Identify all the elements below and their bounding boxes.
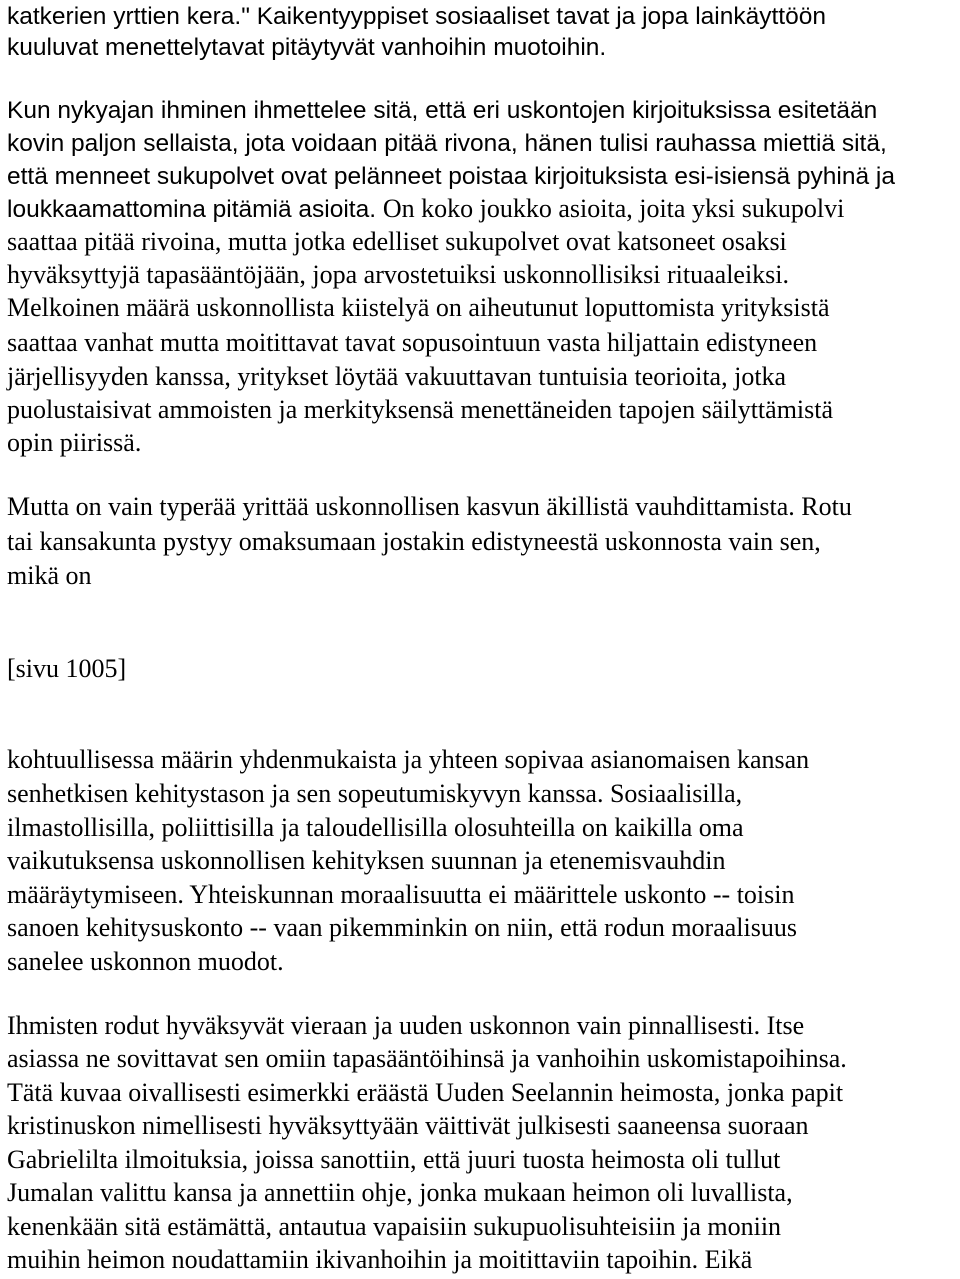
text-line: [7, 844, 726, 877]
text-segment: loukkaamattomina pitämiä asioita.: [7, 196, 383, 223]
text-segment: Mutta on vain typerää yrittää uskonnollisen kasvun äkillistä vauhdittamista. Rotu: [7, 492, 852, 521]
text-line: [7, 1109, 809, 1142]
text-line: [7, 159, 895, 192]
text-line: [7, 30, 606, 63]
text-line: [7, 1076, 843, 1109]
text-line: [7, 426, 141, 459]
text-line: [7, 1176, 793, 1209]
text-segment: katkerien yrttien kera." Kaikentyyppiset sosiaaliset tavat ja jopa lainkäyttöön: [7, 3, 826, 30]
text-line: [7, 93, 877, 126]
text-segment: määräytymiseen. Yhteiskunnan moraalisuutta ei määrittele uskonto -- toisin: [7, 880, 795, 909]
page-number-marker: [7, 652, 126, 685]
text-line: [7, 393, 833, 426]
text-line: [7, 559, 92, 592]
text-segment: Kun nykyajan ihminen ihmettelee sitä, että eri uskontojen kirjoituksissa esitetään: [7, 97, 878, 124]
text-segment: kohtuullisessa määrin yhdenmukaista ja yhteen sopivaa asianomaisen kansan: [7, 745, 810, 774]
text-segment: sanelee uskonnon muodot.: [7, 947, 284, 976]
text-segment: että menneet sukupolvet ovat pelänneet poistaa kirjoituksista esi-isiensä pyhinä ja: [7, 163, 895, 190]
text-segment: Tätä kuvaa oivallisesti esimerkki eräästä Uuden Seelannin heimosta, jonka papit: [7, 1078, 844, 1107]
text-segment: tai kansakunta pystyy omaksumaan jostakin edistyneestä uskonnosta vain sen,: [7, 527, 821, 556]
text-segment: opin piirissä.: [7, 428, 142, 457]
text-line: [7, 911, 797, 944]
text-segment: mikä on: [7, 561, 92, 590]
text-segment: kuuluvat menettelytavat pitäytyvät vanhoihin muotoihin.: [7, 34, 607, 61]
text-segment: Melkoinen määrä uskonnollista kiistelyä on aiheutunut loputtomista yrityksistä: [7, 293, 830, 322]
text-line: [7, 192, 844, 225]
text-line: [7, 777, 742, 810]
text-segment: Ihmisten rodut hyväksyvät vieraan ja uuden uskonnon vain pinnallisesti. Itse: [7, 1011, 805, 1040]
text-segment: saattaa vanhat mutta moitittavat tavat sopusointuun vasta hiljattain edistyneen: [7, 328, 818, 357]
text-segment: vaikutuksensa uskonnollisen kehityksen suunnan ja etenemisvauhdin: [7, 846, 726, 875]
text-line: [7, 525, 821, 558]
text-line: [7, 945, 284, 978]
text-segment: kovin paljon sellaista, jota voidaan pitää rivona, hänen tulisi rauhassa miettiä sitä,: [7, 130, 887, 157]
text-segment: sanoen kehitysuskonto -- vaan pikemminkin on niin, että rodun moraalisuus: [7, 913, 797, 942]
text-line: [7, 360, 786, 393]
text-segment: senhetkisen kehitystason ja sen sopeutumiskyvyn kanssa. Sosiaalisilla,: [7, 779, 743, 808]
text-line: [7, 1009, 804, 1042]
text-line: [7, 878, 795, 911]
text-line: [7, 225, 787, 258]
text-line: [7, 291, 830, 324]
text-line: [7, 1042, 847, 1075]
text-segment: Gabrielilta ilmoituksia, joissa sanottiin, että juuri tuosta heimosta oli tullut: [7, 1145, 781, 1174]
text-line: [7, 258, 789, 291]
text-segment: muihin heimon noudattamiin ikivanhoihin ja moitittaviin tapoihin. Eikä: [7, 1245, 753, 1274]
text-segment: [sivu 1005]: [7, 654, 127, 683]
text-segment: Jumalan valittu kansa ja annettiin ohje, jonka mukaan heimon oli luvallista,: [7, 1178, 793, 1207]
text-line: [7, 1210, 781, 1243]
text-line: [7, 811, 744, 844]
text-segment: saattaa pitää rivoina, mutta jotka edelliset sukupolvet ovat katsoneet osaksi: [7, 227, 787, 256]
text-segment: asiassa ne sovittavat sen omiin tapasääntöihinsä ja vanhoihin uskomistapoihinsa.: [7, 1044, 847, 1073]
text-segment: hyväksyttyjä tapasääntöjään, jopa arvostetuiksi uskonnollisiksi rituaaleiksi.: [7, 260, 790, 289]
text-segment: kenenkään sitä estämättä, antautua vapaisiin sukupuolisuhteisiin ja moniin: [7, 1212, 782, 1241]
text-line: [7, 490, 852, 523]
text-line: [7, 126, 887, 159]
text-segment: puolustaisivat ammoisten ja merkityksensä menettäneiden tapojen säilyttämistä: [7, 395, 834, 424]
text-segment: järjellisyyden kanssa, yritykset löytää vakuuttavan tuntuisia teorioita, jotka: [7, 362, 787, 391]
text-line: [7, 0, 826, 32]
text-segment: ilmastollisilla, poliittisilla ja taloudellisilla olosuhteilla on kaikilla oma: [7, 813, 744, 842]
text-line: [7, 1143, 780, 1176]
text-segment: On koko joukko asioita, joita yksi sukupolvi: [382, 194, 845, 223]
text-segment: kristinuskon nimellisesti hyväksyttyään väittivät julkisesti saaneensa suoraan: [7, 1111, 809, 1140]
text-line: [7, 743, 809, 776]
text-line: [7, 326, 817, 359]
text-line: [7, 1243, 752, 1276]
